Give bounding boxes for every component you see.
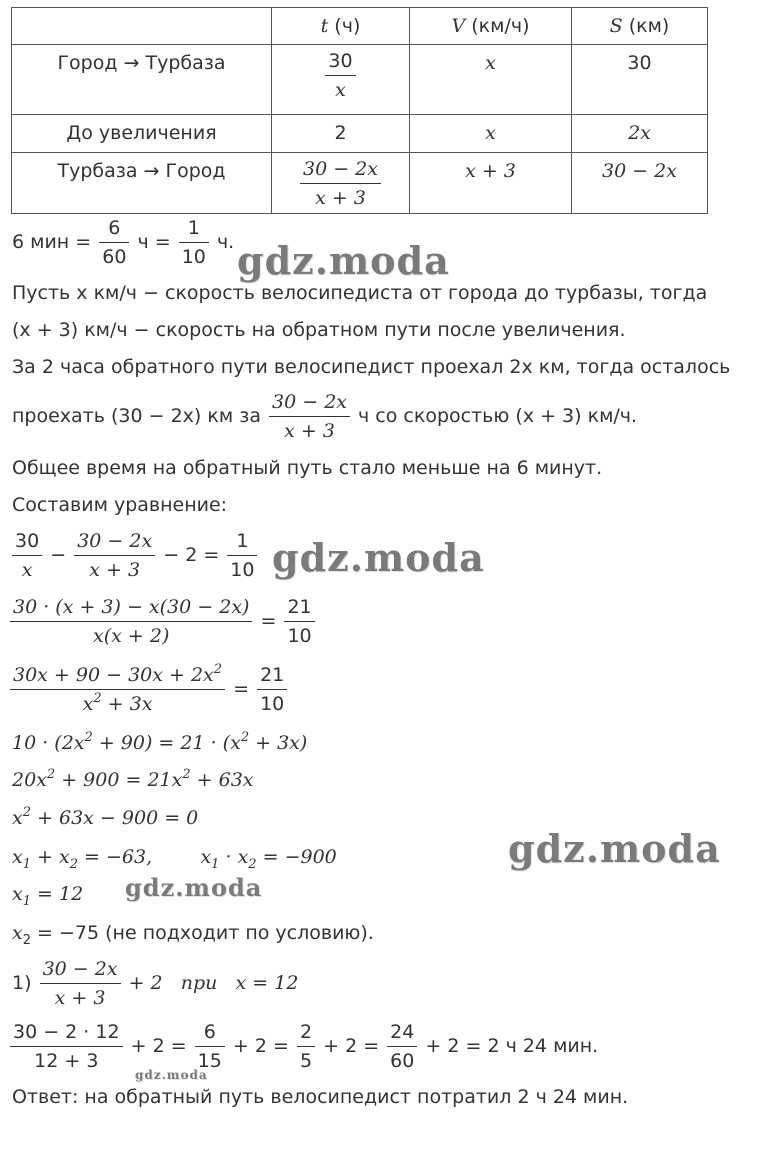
watermark-logo: gdz.moda xyxy=(125,873,263,902)
equation-2: $\frac{30 \cdot (x + 3) - x(30 - 2x)}{x(x + 2)}$ = $\frac{21}{10}$ xyxy=(10,595,317,648)
equation-1: $\frac{30}{x}$ − $\frac{30 - 2x}{x + 3}$ − 2 = $\frac{1}{10}$ xyxy=(10,529,259,582)
watermark-logo: gdz.moda xyxy=(272,535,485,580)
paragraph: За 2 часа обратного пути велосипедист проехал 2x км, тогда осталось xyxy=(12,356,731,378)
table-row xyxy=(12,115,708,153)
cell-time: 2 xyxy=(272,115,410,153)
equation-3: $\frac{30x + 90 - 30x + 2x^2}{x^2 + 3x}$ = $\frac{21}{10}$ xyxy=(10,663,289,716)
header-speed: V (км/ч) xyxy=(410,8,572,45)
time-conversion: 6 мин = $\frac{6}{60}$ ч = $\frac{1}{10}$ ч. xyxy=(12,217,235,268)
equation-4: $10 \cdot (2x^2 + 90) = 21 \cdot (x^2 + 3x)$ xyxy=(12,730,308,754)
equation-11: $\frac{30 - 2 \cdot 12}{12 + 3}$ + 2 = $\frac{6}{15}$ + 2 = $\frac{2}{5}$ + 2 = $\frac{24}{60}$ + 2 = 2 ч 24 мин. xyxy=(10,1020,598,1073)
watermark-logo: gdz.moda xyxy=(135,1068,208,1082)
equation-7: $x_1 + x_2 = -63$, $x_1 \cdot x_2 = -900$ xyxy=(12,846,337,872)
table-row xyxy=(12,153,708,214)
paragraph: Пусть x км/ч − скорость велосипедиста от города до турбазы, тогда xyxy=(12,282,708,304)
answer-text: Ответ: на обратный путь велосипедист потратил 2 ч 24 мин. xyxy=(12,1086,629,1108)
paragraph: Составим уравнение: xyxy=(12,494,228,516)
equation-9: $x_2 = -75$ (не подходит по условию). xyxy=(12,922,374,948)
table-row xyxy=(12,45,708,115)
cell-speed: x xyxy=(410,115,572,153)
cell-time: $\frac{30 - 2x}{x + 3}$ xyxy=(272,153,410,214)
data-table xyxy=(11,7,708,214)
equation-10: 1) $\frac{30 - 2x}{x + 3}$ + 2 при x = 12 xyxy=(12,958,299,1009)
equation-5: $20x^2 + 900 = 21x^2 + 63x$ xyxy=(12,767,254,791)
equation-8: $x_1 = 12$ xyxy=(12,883,84,909)
header-time: t (ч) xyxy=(272,8,410,45)
row-label: Турбаза → Город xyxy=(12,153,272,214)
paragraph: проехать (30 − 2x) км за $\frac{30 - 2x}{x + 3}$ ч со скоростью (x + 3) км/ч. xyxy=(12,391,638,442)
cell-speed: x + 3 xyxy=(410,153,572,214)
cell-time: $\frac{30}{x}$ xyxy=(272,45,410,115)
cell-distance: 2x xyxy=(572,115,708,153)
paragraph: (x + 3) км/ч − скорость на обратном пути после увеличения. xyxy=(12,319,626,341)
row-label: До увеличения xyxy=(12,115,272,153)
cell-speed: x xyxy=(410,45,572,115)
paragraph: Общее время на обратный путь стало меньше на 6 минут. xyxy=(12,457,603,479)
row-label: Город → Турбаза xyxy=(12,45,272,115)
cell-distance: 30 − 2x xyxy=(572,153,708,214)
cell-distance: 30 xyxy=(572,45,708,115)
equation-6: $x^2 + 63x - 900 = 0$ xyxy=(12,805,199,829)
watermark-logo: gdz.moda xyxy=(508,826,721,871)
header-distance: S (км) xyxy=(572,8,708,45)
watermark-logo: gdz.moda xyxy=(237,238,450,283)
header-empty xyxy=(12,8,272,45)
